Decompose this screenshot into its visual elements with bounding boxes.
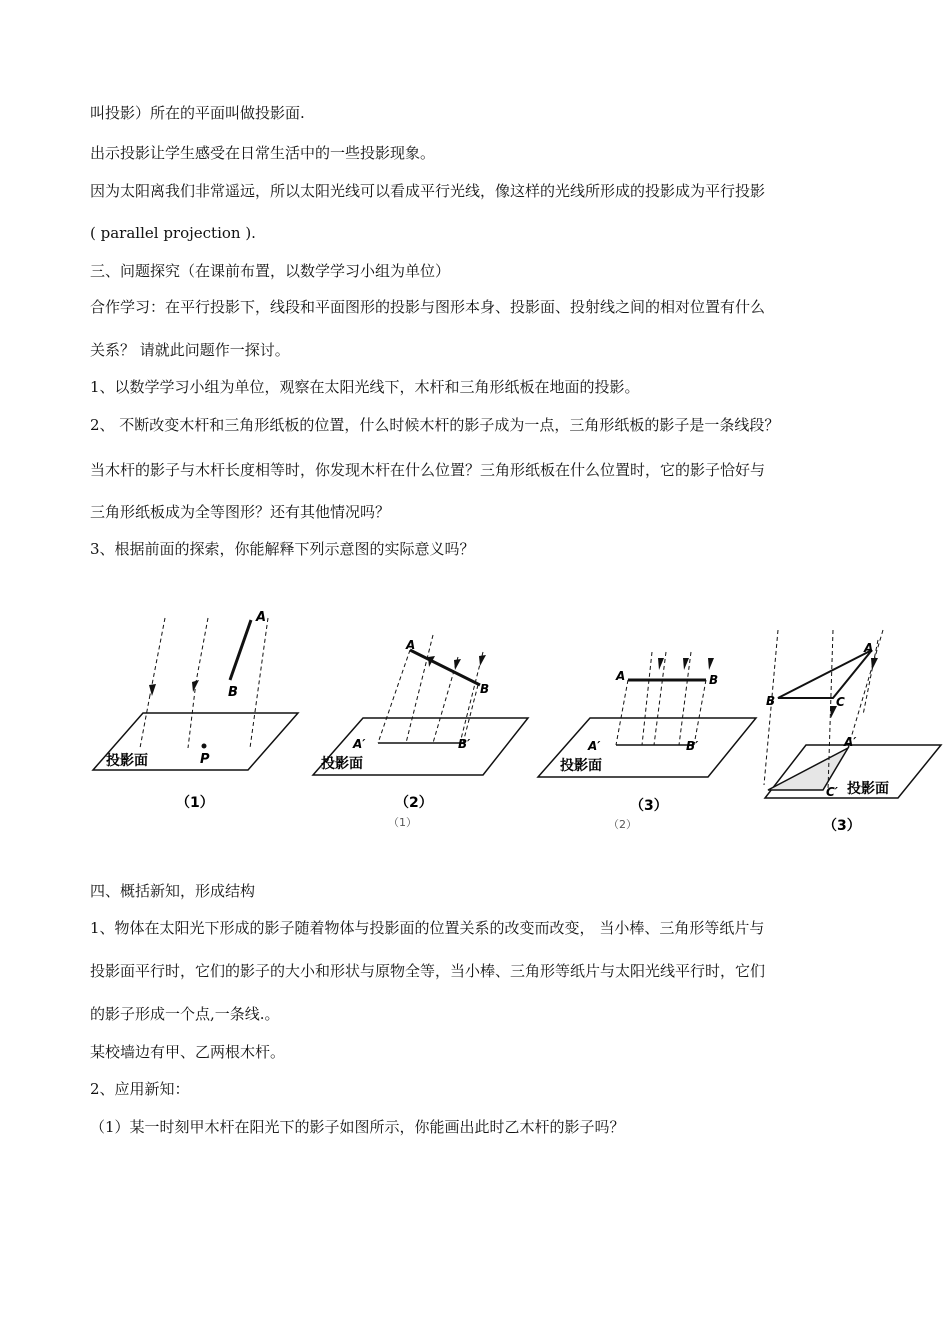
text-line: 某校墙边有甲、乙两根木杆。 <box>90 1043 286 1061</box>
plane-label: 投影面 <box>560 758 602 774</box>
plane-label: 投影面 <box>106 753 148 769</box>
light-ray <box>196 618 208 682</box>
ray-arrow <box>683 658 689 670</box>
light-ray <box>188 682 196 748</box>
figure-panel-3 <box>538 652 756 831</box>
text-line: ( parallel projection ). <box>90 224 256 242</box>
plane-label: 投影面 <box>321 756 363 772</box>
text-line: 的影子形成一个点,一条线.。 <box>90 1005 280 1023</box>
triangle-abc <box>778 650 872 698</box>
light-ray <box>694 680 706 745</box>
ray-arrow <box>479 655 486 666</box>
text-line: 1、以数学学习小组为单位，观察在太阳光线下，木杆和三角形纸板在地面的投影。 <box>90 378 640 396</box>
caption-2: （2） <box>395 795 433 811</box>
caption-3: （3） <box>630 798 668 814</box>
text-line: 当木杆的影子与木杆长度相等时，你发现木杆在什么位置？三角形纸板在什么位置时，它的影子恰好与 <box>90 461 766 479</box>
projection-figures <box>88 600 948 840</box>
light-ray <box>150 618 165 695</box>
label-b: B <box>480 682 490 696</box>
label-a: A <box>864 641 874 655</box>
text-line: 投影面平行时，它们的影子的大小和形状与原物全等，当小棒、三角形等纸片与太阳光线平行时，它们 <box>90 962 766 980</box>
segment-ab <box>410 650 480 685</box>
ray-arrow <box>454 659 461 670</box>
caption-1: （1） <box>176 795 214 811</box>
figure-panel-1 <box>93 610 298 811</box>
label-a-shadow: A′ <box>353 737 366 751</box>
text-line: 叫投影）所在的平面叫做投影面. <box>90 104 305 122</box>
section-heading: 四、概括新知，形成结构 <box>90 882 256 900</box>
question-line: （1）某一时刻甲木杆在阳光下的影子如图所示，你能画出此时乙木杆的影子吗？ <box>90 1118 625 1136</box>
figure-svg <box>88 600 948 840</box>
ray-arrow <box>658 658 664 670</box>
text-line: 三角形纸板成为全等图形？还有其他情况吗？ <box>90 503 391 521</box>
label-a: A <box>256 610 267 625</box>
label-b: B <box>709 673 719 687</box>
label-p: P <box>200 752 210 767</box>
label-b: B <box>766 694 776 708</box>
text-line: 2、应用新知： <box>90 1080 190 1098</box>
ray-arrow <box>708 658 714 670</box>
text-line: 关系？ 请就此问题作一探讨。 <box>90 341 290 359</box>
ray-arrow <box>871 658 878 670</box>
caption-4: （3） <box>823 818 861 834</box>
label-c-shadow: C′ <box>826 785 838 799</box>
plane-label: 投影面 <box>847 781 889 797</box>
label-a: A <box>616 669 626 683</box>
light-ray <box>433 657 458 743</box>
light-ray <box>378 650 410 743</box>
light-ray <box>460 652 483 743</box>
label-a-shadow: A′ <box>588 739 601 753</box>
caption-residue: （2） <box>608 818 637 831</box>
light-ray <box>616 680 628 745</box>
label-a: A <box>406 638 416 652</box>
light-ray <box>140 695 150 748</box>
text-line: 出示投影让学生感受在日常生活中的一些投影现象。 <box>90 144 436 162</box>
light-ray <box>250 618 268 748</box>
label-b-shadow: B′ <box>458 737 471 751</box>
light-ray <box>642 652 652 745</box>
text-line: 1、物体在太阳光下形成的影子随着物体与投影面的位置关系的改变而改变， 当小棒、三角形等纸片与 <box>90 919 765 937</box>
figure-panel-2 <box>313 635 528 829</box>
light-ray <box>463 685 478 743</box>
label-a-shadow: A′ <box>844 735 857 749</box>
text-line: 合作学习：在平行投影下，线段和平面图形的投影与图形本身、投影面、投射线之间的相对位置有什么 <box>90 298 766 316</box>
rod-ab <box>230 620 251 680</box>
text-line: 2、 不断改变木杆和三角形纸板的位置，什么时候木杆的影子成为一点，三角形纸板的影子是一条线段？ <box>90 416 780 434</box>
text-line: 3、根据前面的探索，你能解释下列示意图的实际意义吗？ <box>90 540 475 558</box>
figure-panel-4 <box>764 630 941 834</box>
text-line: 因为太阳离我们非常遥远，所以太阳光线可以看成平行光线，像这样的光线所形成的投影成为平行投影 <box>90 182 766 200</box>
label-c: C <box>836 695 845 709</box>
section-heading: 三、问题探究（在课前布置，以数学学习小组为单位） <box>90 262 451 280</box>
caption-residue: （1） <box>388 816 417 829</box>
label-b: B <box>228 685 238 700</box>
point-p-dot <box>202 744 207 749</box>
label-b-shadow: B′ <box>686 739 699 753</box>
triangle-shadow <box>768 748 848 790</box>
